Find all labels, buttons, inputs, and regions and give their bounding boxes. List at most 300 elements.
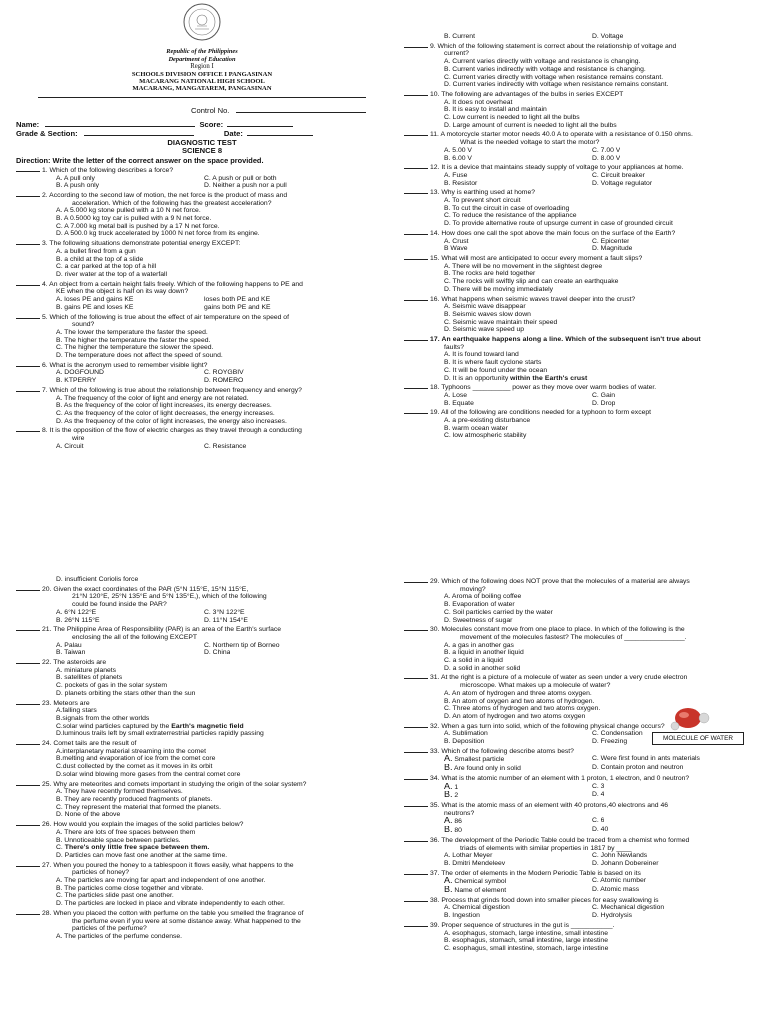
option-left	[444, 755, 592, 764]
option-right: D. ROMERO	[204, 377, 244, 385]
option-right: C. 3°N 122°E	[204, 608, 245, 616]
question-continuation: particles of honey?	[72, 869, 130, 877]
option-text: 2	[452, 792, 459, 800]
option-line	[16, 844, 388, 852]
question-line	[16, 908, 388, 918]
option-right: C. 7.00 V	[592, 146, 621, 154]
question-line	[404, 407, 766, 417]
question-text: 12. It is a device that maintains steady supply of voltage to your appliances at home.	[430, 164, 684, 172]
option-letter: B.	[444, 764, 453, 773]
option-left	[444, 826, 592, 835]
question-text: 35. What is the atomic mass of an element with 40 protons,40 electrons and 46	[430, 801, 669, 809]
division-line: SCHOOLS DIVISION OFFICE I PANGASINAN	[131, 70, 273, 78]
option-line: A. a bullet fired from a gun	[56, 247, 136, 255]
option-line: C. a solid in a liquid	[444, 657, 503, 665]
option-text: 1	[452, 783, 459, 791]
answer-blank[interactable]	[16, 165, 40, 172]
option-right: C. Circuit breaker	[592, 171, 645, 179]
option-right: C. 6	[592, 817, 605, 825]
option-right: C. John Newlands	[592, 852, 648, 860]
option-letter: A.	[444, 755, 453, 764]
answer-blank[interactable]	[16, 238, 40, 245]
answer-blank[interactable]	[404, 41, 428, 48]
question-line	[404, 228, 766, 238]
option-line: A. esophagus, stomach, large intestine, small intestine	[444, 929, 608, 937]
answer-blank[interactable]	[404, 382, 428, 389]
option-line: C. The higher the temperature the slower the speed.	[56, 344, 214, 352]
option-text: 80	[452, 827, 462, 835]
question-continuation: enclosing the all of the following EXCEPT	[72, 633, 198, 641]
option-left: B. Equate	[444, 399, 474, 407]
option-line: B. warm ocean water	[444, 424, 508, 432]
question-text: 26. How would you explain the images of the solid particles below?	[42, 821, 244, 829]
option-right: C. Epicenter	[592, 237, 630, 245]
question-line	[404, 294, 766, 304]
answer-blank[interactable]	[16, 425, 40, 432]
option-line: D. insufficient Coriolis force	[56, 576, 139, 583]
option-line: D. Large amount of current is needed to light all the bulbs	[444, 121, 617, 129]
page1-right-questions	[404, 0, 766, 440]
option-line: B. A 0.5000 kg toy car is pulled with a 9 N net force.	[56, 215, 212, 223]
question-line	[16, 698, 388, 708]
question-line	[404, 895, 766, 905]
option-text: Chemical symbol	[452, 878, 507, 886]
option-line: C. It will be found under the ocean	[444, 366, 548, 374]
option-pair	[404, 912, 766, 920]
option-emphasis: There's only little free space between them.	[64, 844, 210, 852]
option-line: A. It does not overheat	[444, 98, 513, 106]
option-left: A. Fuse	[444, 171, 468, 179]
option-line: C. Soil particles carried by the water	[444, 608, 553, 616]
option-letter: B.	[444, 886, 453, 895]
option-line: C. The particles slide past one another.	[56, 892, 174, 900]
option-line: B. a child at the top of a slide	[56, 255, 144, 263]
question-text: 5. Which of the following is true about the effect of air temperature on the speed of	[42, 313, 289, 321]
option-line: D. Current varies indirectly with voltage when resistance remains constant.	[444, 81, 669, 89]
option-line: D. Seismic wave speed up	[444, 326, 525, 334]
question-line	[404, 253, 766, 263]
answer-blank[interactable]	[16, 860, 40, 867]
question-text: 17. An earthquake happens along a line. Which of the subsequent isn't true about	[430, 336, 701, 344]
option-left: A. A pull only	[56, 174, 95, 182]
name-field[interactable]	[45, 120, 195, 127]
option-line: B. The rocks are held together	[444, 270, 536, 278]
option-left: A. 5.00 V	[444, 146, 472, 154]
answer-blank[interactable]	[404, 228, 428, 235]
option-pair	[404, 904, 766, 912]
option-pair	[404, 852, 766, 860]
option-pair	[16, 609, 388, 617]
option-line: C. low atmospheric stability	[444, 432, 527, 440]
question-text: 16. What happens when seismic waves travel deeper into the crust?	[430, 295, 636, 303]
option-pair	[404, 817, 766, 826]
option-left	[444, 886, 592, 895]
option-pair	[16, 296, 388, 304]
option-emphasis: Earth's magnetic field	[171, 722, 244, 730]
option-right: D. 8.00 V	[592, 154, 621, 162]
question-text: 14. How does one call the spot above the main focus on the surface of the Earth?	[430, 229, 676, 237]
option-pair	[404, 33, 766, 41]
question-line	[404, 89, 766, 99]
question-text: 13. Why is earthing used at home?	[430, 189, 536, 197]
option-line: B. Current varies indirectly with voltage and resistance is changing.	[444, 65, 646, 73]
question-text: 20. Given the exact coordinates of the PAR (5°N 115°E, 15°N 115°E,	[42, 585, 249, 593]
option-right: C. Resistance	[204, 442, 247, 450]
option-left: B. Ingestion	[444, 912, 480, 920]
option-pair	[404, 392, 766, 400]
question-line	[404, 672, 766, 682]
question-line	[404, 920, 766, 930]
answer-blank[interactable]	[404, 407, 428, 414]
option-left: B. Resistor	[444, 179, 478, 187]
score-field[interactable]	[227, 120, 293, 127]
option-pair	[16, 175, 388, 183]
option-left: A. Lose	[444, 391, 468, 399]
answer-blank[interactable]	[16, 584, 40, 591]
question-text: 31. At the right is a picture of a molecule of water as seen under a very crude electron	[430, 674, 688, 682]
option-line: B. Unnoticeable space between particles.	[56, 836, 181, 844]
option-left	[444, 817, 592, 826]
page2-right-column	[404, 576, 766, 953]
option-left	[444, 764, 592, 773]
question-text: 15. What will most are anticipated to occur every moment a fault slips?	[430, 254, 643, 262]
option-right: D. Voltage regulator	[592, 179, 653, 187]
option-line: C. esophagus, small intestine, stomach, large intestine	[444, 944, 609, 952]
option-line: A. The frequency of the color of light and energy are not related.	[56, 394, 249, 402]
answer-blank[interactable]	[404, 920, 428, 927]
question-line	[16, 657, 388, 667]
option-right: D. Johann Dobereiner	[592, 859, 659, 867]
student-info	[16, 120, 388, 139]
option-line: D. To provide alternative route of upsurge current in case of grounded circuit	[444, 220, 673, 228]
question-line	[16, 779, 388, 789]
option-left	[444, 783, 592, 792]
answer-blank[interactable]	[404, 773, 428, 780]
option-left: B. A push only	[56, 182, 100, 190]
option-line: A. There are lots of free spaces between them	[56, 828, 196, 836]
answer-blank[interactable]	[16, 779, 40, 786]
option-line: C. The rocks will swiftly slip and can create an earthquake	[444, 278, 619, 286]
answer-blank[interactable]	[16, 360, 40, 367]
question-line	[16, 165, 388, 175]
question-continuation: particles of the perfume?	[72, 925, 147, 933]
control-field[interactable]	[236, 106, 366, 113]
answer-blank[interactable]	[16, 312, 40, 319]
page1-left-questions	[16, 165, 388, 451]
option-line: D. Sweetness of sugar	[444, 616, 513, 624]
option-right: C. Gain	[592, 391, 616, 399]
question-line	[16, 860, 388, 870]
option-right: D. Drop	[592, 399, 616, 407]
option-right: C. 3	[592, 782, 605, 790]
option-line: A. An atom of hydrogen and three atoms oxygen.	[444, 689, 592, 697]
option-left: A. Circuit	[56, 442, 84, 450]
option-line: B. As the frequency of the color of light increases, its energy decreases.	[56, 402, 272, 410]
option-line: A. To prevent short circuit	[444, 197, 521, 205]
question-line	[404, 746, 766, 756]
question-line	[16, 360, 388, 370]
grade-label: Grade & Section:	[16, 129, 78, 139]
option-line: B. To cut the circuit in case of overloading	[444, 204, 570, 212]
answer-blank[interactable]	[404, 89, 428, 96]
option-line: D. planets orbiting the stars other than the sun	[56, 689, 196, 697]
option-line: A.falling stars	[56, 707, 97, 715]
answer-blank[interactable]	[16, 624, 40, 631]
option-line: A. Aroma of boiling coffee	[444, 593, 522, 601]
option-line: D. Particles can move fast one another at the same time.	[56, 851, 228, 859]
option-text: C.solar wind particles captured by the	[56, 722, 172, 730]
question-line	[404, 41, 766, 51]
question-text: 28. When you placed the cotton with perfume on the table you smelled the fragrance of	[42, 909, 304, 917]
option-pair	[404, 238, 766, 246]
option-left: B. Deposition	[444, 738, 485, 746]
option-line: D. river water at the top of a waterfall	[56, 270, 168, 278]
option-pair	[404, 860, 766, 868]
page1-right-column	[404, 0, 766, 440]
option-pair	[404, 791, 766, 800]
date-field[interactable]	[247, 129, 313, 136]
question-continuation: movement of the molecules fastest? The molecules of ________________.	[460, 633, 687, 641]
question-text: 38. Process that grinds food down into smaller pieces for easy swallowing is	[430, 896, 659, 904]
option-line: D. None of the above	[56, 811, 121, 819]
question-continuation: What is the needed voltage to start the motor?	[460, 139, 600, 147]
answer-blank[interactable]	[404, 672, 428, 679]
question-text: 21. The Philippine Area of Responsibility (PAR) is an area of the Earth's surface	[42, 626, 282, 634]
option-line: A.interplanetary material streaming into the comet	[56, 747, 206, 755]
question-line	[16, 190, 388, 200]
question-line	[404, 162, 766, 172]
option-left: B. 6.00 V	[444, 154, 472, 162]
answer-blank[interactable]	[404, 746, 428, 753]
answer-blank[interactable]	[16, 190, 40, 197]
option-line: C. To reduce the resistance of the appliance	[444, 212, 577, 220]
option-line: B. satellites of planets	[56, 674, 123, 682]
option-right: C. Northern tip of Borneo	[204, 641, 280, 649]
option-right: C. Atomic number	[592, 877, 647, 885]
answer-blank[interactable]	[404, 162, 428, 169]
question-line	[16, 819, 388, 829]
option-line: C. a car parked at the top of a hill	[56, 263, 157, 271]
question-line	[16, 238, 388, 248]
question-line	[404, 835, 766, 845]
question-text: 30. Molecules constant move from one place to place. In which of the following is the	[430, 626, 685, 634]
option-right: D. Contain proton and neutron	[592, 764, 684, 772]
answer-blank[interactable]	[404, 835, 428, 842]
option-left: B. gains PE and loses KE	[56, 303, 134, 311]
option-right: D. Voltage	[592, 33, 624, 40]
grade-field[interactable]	[84, 129, 194, 136]
answer-blank[interactable]	[404, 334, 428, 341]
option-right: D. Freezing	[592, 738, 628, 746]
option-line: A. It is found toward land	[444, 351, 519, 359]
option-line: A. miniature planets	[56, 666, 117, 674]
question-line	[404, 129, 766, 139]
option-right: D. Hydrolysis	[592, 912, 633, 920]
answer-blank[interactable]	[404, 800, 428, 807]
option-line: B. It is where fault cyclone starts	[444, 359, 542, 367]
question-text: 1. Which of the following describes a force?	[42, 166, 174, 174]
school-line: MACARANG NATIONAL HIGH SCHOOL	[139, 78, 265, 86]
option-line: A. A 5.000 kg stone pulled with a 10 N net force.	[56, 207, 201, 215]
option-pair	[404, 180, 766, 188]
question-continuation: triads of elements with similar properties in 1817 by ____	[460, 844, 632, 852]
subject-title: SCIENCE 8	[181, 146, 223, 156]
answer-blank[interactable]	[404, 721, 428, 728]
option-line: D. As the frequency of the color of light increases, the energy also increases.	[56, 417, 287, 425]
option-left: A. Palau	[56, 641, 82, 649]
question-text: 18. Typhoons __________ power as they move over warm bodies of water.	[430, 384, 657, 392]
option-line: D. A 500.0 kg truck accelerated by 1000 N net force from its engine.	[56, 230, 260, 238]
option-letter: B.	[444, 791, 453, 800]
option-line: A. a pre-existing disturbance	[444, 417, 531, 425]
option-pair	[404, 400, 766, 408]
option-right: D. Atomic mass	[592, 886, 640, 894]
page1-left-column	[16, 0, 388, 450]
option-pair	[16, 304, 388, 312]
direction-text: Direction: Write the letter of the correct answer on the space provided.	[16, 155, 264, 165]
option-right: C. Condensation	[592, 730, 643, 738]
question-line	[16, 385, 388, 395]
option-line: A. There will be no movement in the slightest degree	[444, 262, 603, 270]
question-continuation: moving?	[460, 585, 486, 593]
question-text: 19. All of the following are conditions needed for a typhoon to form except	[430, 409, 652, 417]
option-left: B. KTPERRY	[56, 377, 97, 385]
test-title: DIAGNOSTIC TEST	[167, 137, 237, 147]
option-pair	[16, 642, 388, 650]
option-line	[404, 375, 766, 383]
option-text: Are found only in solid	[452, 765, 521, 773]
option-pair	[404, 155, 766, 163]
option-left: B. Taiwan	[56, 649, 86, 657]
option-line: B. The particles come close together and vibrate.	[56, 884, 204, 892]
option-text: D. It is an opportunity	[444, 374, 511, 382]
answer-blank[interactable]	[16, 698, 40, 705]
answer-blank[interactable]	[16, 657, 40, 664]
option-text: Name of element	[452, 887, 507, 895]
option-line: C. As the frequency of the color of light decreases, the energy increases.	[56, 409, 275, 417]
answer-blank[interactable]	[16, 738, 40, 745]
question-text: 24. Comet tails are the result of	[42, 740, 137, 748]
option-line: B.melting and evaporation of ice from the comet core	[56, 755, 216, 763]
answer-blank[interactable]	[16, 385, 40, 392]
question-line	[404, 187, 766, 197]
option-letter: A.	[444, 817, 453, 826]
option-line: D.luminous trails left by small extraterrestrial particles rapidly passing	[56, 730, 264, 738]
option-pair	[404, 826, 766, 835]
option-line: B. The higher the temperature the faster the speed.	[56, 336, 211, 344]
option-line: C. Three atoms of hydrogen and two atoms oxygen.	[444, 705, 601, 713]
option-line	[16, 723, 388, 731]
department-line: Department of Education	[168, 55, 236, 63]
answer-blank[interactable]	[16, 279, 40, 286]
option-right: C. Mechanical digestion	[592, 904, 665, 912]
option-line: current?	[444, 50, 469, 58]
option-text: Smallest particle	[452, 756, 505, 764]
option-letter: B.	[444, 826, 453, 835]
answer-blank[interactable]	[404, 129, 428, 136]
option-line: C. Current varies directly with voltage when resistance remains constant.	[444, 73, 664, 81]
question-line	[16, 279, 388, 289]
question-text: 32. When a gas turn into solid, which of the following physical change occurs?	[430, 722, 665, 730]
option-line: A. The lower the temperature the faster the speed.	[56, 328, 208, 336]
option-line: D.solar wind blowing more gases from the central comet core	[56, 770, 241, 778]
question-text: 29. Which of the following does NOT prove that the molecules of a material are always	[430, 578, 690, 585]
option-line: KE when the object is half on its way down?	[56, 288, 189, 296]
answer-blank[interactable]	[16, 908, 40, 915]
question-line	[404, 868, 766, 878]
option-pair	[404, 764, 766, 773]
option-line: B. Seismic waves slow down	[444, 310, 531, 318]
answer-blank[interactable]	[404, 187, 428, 194]
option-right: C. A push or pull or both	[204, 174, 277, 182]
question-text: 25. Why are meteorites and comets important in studying the origin of the solar system?	[42, 780, 307, 788]
option-line: A. The particles are moving far apart and independent of one another.	[56, 877, 266, 885]
question-continuation: could be found inside the PAR?	[72, 601, 167, 609]
option-right: D. 40	[592, 826, 609, 834]
option-right: D. 11°N 154°E	[204, 616, 248, 624]
option-left	[444, 791, 592, 800]
answer-blank[interactable]	[404, 868, 428, 875]
option-letter: A.	[444, 877, 453, 886]
answer-blank[interactable]	[404, 624, 428, 631]
page-2	[0, 514, 768, 1024]
question-text: 8. It is the opposition of the flow of electric charges as they travel through a conducting	[42, 427, 302, 435]
option-left: A. Lothar Meyer	[444, 852, 493, 860]
option-pair	[16, 182, 388, 190]
option-right: C. ROYGBIV	[204, 369, 244, 377]
option-pair	[404, 886, 766, 895]
option-line: C. Low current is needed to light all the bulbs	[444, 114, 580, 122]
option-line: C. Seismic wave maintain their speed	[444, 318, 558, 326]
option-right: C. Were first found in ants materials	[592, 755, 700, 763]
answer-blank[interactable]	[404, 576, 428, 583]
answer-blank[interactable]	[404, 253, 428, 260]
question-text: 34. What is the atomic number of an element with 1 proton, 1 electron, and 0 neutron?	[430, 774, 690, 782]
answer-blank[interactable]	[404, 895, 428, 902]
option-text: 86	[452, 818, 462, 826]
question-text: 2. According to the second law of motion, the net force is the product of mass and	[42, 191, 288, 199]
question-text: 7. Which of the following is true about the relationship between frequency and energy?	[42, 386, 302, 394]
option-line: D. There will be moving immediately	[444, 285, 554, 293]
question-continuation: acceleration. Which of the following has the greatest acceleration?	[72, 199, 272, 207]
question-text: 36. The development of the Periodic Table could be traced from a chemist who formed	[430, 836, 690, 844]
option-letter: A.	[444, 782, 453, 791]
option-left: A. 6°N 122°E	[56, 608, 97, 616]
option-line: A. Current varies directly with voltage and resistance is changing.	[444, 58, 641, 66]
option-emphasis: within the Earth's crust	[510, 374, 588, 382]
option-line: A. They have recently formed themselves.	[56, 788, 183, 796]
answer-blank[interactable]	[404, 294, 428, 301]
republic-line: Republic of the Philippines	[166, 48, 238, 56]
page2-left-questions	[16, 576, 388, 941]
page2-right-questions	[404, 576, 766, 953]
option-line: B. esophagus, stomach, small intestine, large intestine	[444, 937, 608, 945]
question-continuation: sound?	[72, 321, 95, 329]
option-left: B. Dmitri Mendeleev	[444, 859, 506, 867]
score-label: Score:	[199, 119, 224, 129]
option-line: C.dust collected by the comet as it moves in its orbit	[56, 763, 213, 771]
option-pair	[404, 172, 766, 180]
region-line: Region I	[190, 63, 214, 71]
header-divider	[38, 97, 366, 98]
question-line	[404, 773, 766, 783]
question-line	[16, 312, 388, 322]
option-text: C.	[56, 844, 65, 852]
answer-blank[interactable]	[16, 819, 40, 826]
option-line: D. a solid in another solid	[444, 664, 521, 672]
question-line	[404, 576, 766, 586]
option-line: C. A 7.000 kg metal ball is pushed by a 17 N net force.	[56, 222, 220, 230]
